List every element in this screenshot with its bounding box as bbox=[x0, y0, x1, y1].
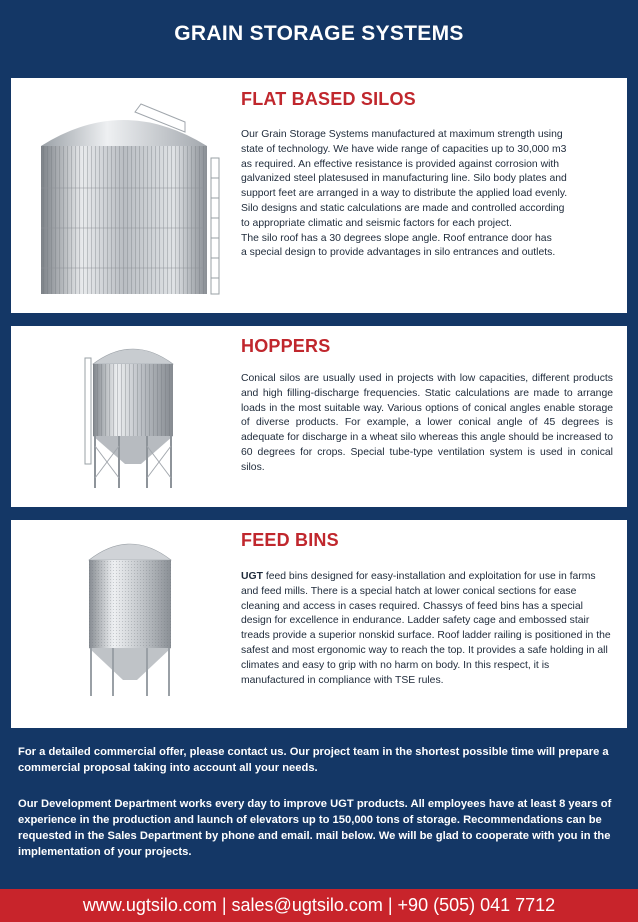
section-flat-based-silos bbox=[11, 78, 627, 313]
section-heading: FEED BINS bbox=[241, 530, 339, 550]
hopper-silo-image bbox=[81, 338, 181, 494]
flat-silo-image bbox=[35, 98, 229, 298]
section-heading: HOPPERS bbox=[241, 336, 331, 356]
section-hoppers bbox=[11, 326, 627, 507]
footer-contact-bar[interactable]: www.ugtsilo.com | sales@ugtsilo.com | +90 (505) 041 7712 bbox=[0, 889, 638, 922]
feed-bin-image bbox=[83, 534, 177, 700]
section-body: UGT feed bins designed for easy-installation and exploitation for use in farms and feed mills. There is a special hatch at lower conical sections for ease cleaning and access in cases required. Chassys of feed bins has a special design for excellence in endurance. Ladder safety cage and embossed stair treads provide a superior nonskid surface. Roof ladder railing is positioned in the safest and most ergonomic way to reach the top. It provides a safe holding in all climates and easy to grip with no harm on body. In this respect, it is manufactured in compliance with TSE rules. bbox=[241, 571, 611, 686]
section-feed-bins bbox=[11, 520, 627, 728]
section-heading: FLAT BASED SILOS bbox=[241, 89, 416, 109]
section-body: Conical silos are usually used in projects with low capacities, different products and high filling-discharge frequencies. Static calculations are made to arrange loads in the most suitable way. Various options of conical angles enable storage of diverse products. For example, a lower conical angle of 45 degrees is adequate for discharge in a wheat silo whereas this angle should be increased to 60 degrees for crops. Special tube-type ventilation system is used in conical silos. bbox=[241, 373, 613, 473]
section-body: Our Grain Storage Systems manufactured at maximum strength using state of technology. We have wide range of capacities up to 30,000 m3 as required. An effective resistance is provided against corrosion with galvanized steel platesused in manufacturing line. Silo body plates and support feet are arranged in a way to distribute the applied load evenly. Silo designs and static calculations are made and controlled according to appropriate climatic and seismic factors for each project. The silo roof has a 30 degrees slope angle. Roof entrance door has a special design to provide advantages in silo entrances and outlets. bbox=[241, 129, 568, 259]
page-title: GRAIN STORAGE SYSTEMS bbox=[174, 22, 464, 45]
development-text: Our Development Department works every day to improve UGT products. All employees have at least 8 years of experience in the production and launch of elevators up to 150,000 tons of storage. Recommendations can be requested in the Sales Department by phone and email. mail below. We will be glad to cooperate with you in the implementation of your projects. bbox=[18, 798, 612, 858]
brand-name: UGT bbox=[241, 571, 263, 582]
contact-offer-text: For a detailed commercial offer, please contact us. Our project team in the shortest possible time will prepare a commercial proposal taking into account all your needs. bbox=[18, 746, 609, 774]
